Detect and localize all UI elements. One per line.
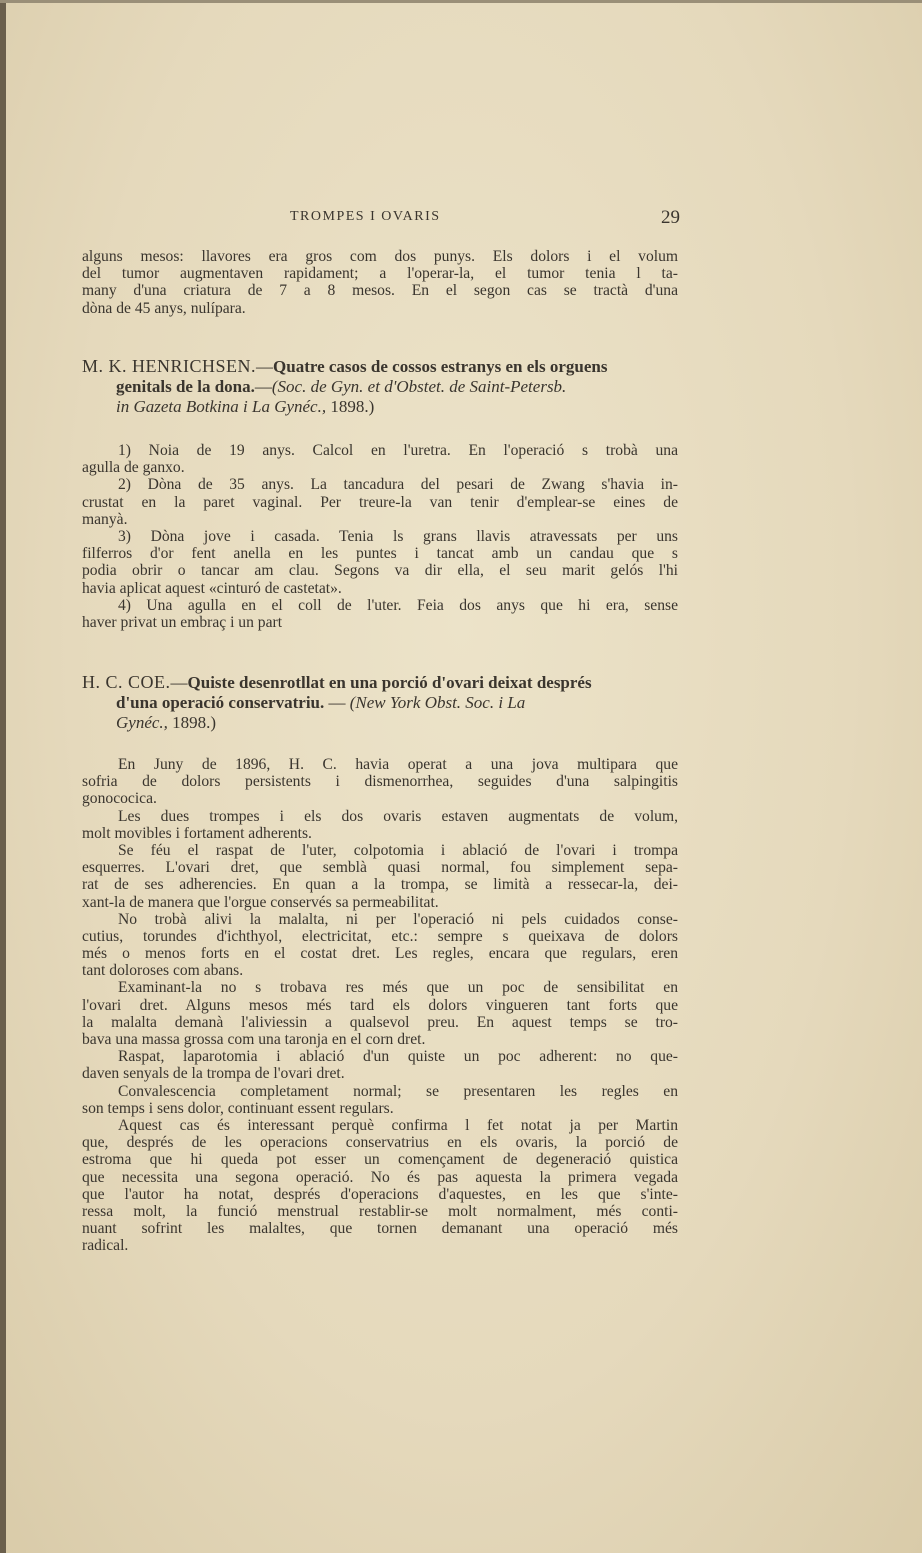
text-line: gonococica. <box>82 790 157 808</box>
article-author: H. C. COE. <box>82 672 171 692</box>
running-title: TROMPES I OVARIS <box>290 209 441 224</box>
text-line: ressa molt, la funció menstrual restablir-se molt normalment, més conti- <box>82 1202 678 1220</box>
text-line: radical. <box>82 1237 129 1255</box>
text-line: estroma que hi queda pot esser un començament de degeneració quistica <box>82 1151 678 1169</box>
text-line: la malalta demanà l'aliviessin a qualsevol preu. En aquest temps se tro- <box>82 1013 678 1031</box>
text-line: Les dues trompes i els dos ovaris estaven augmentats de volum, <box>118 807 678 825</box>
text-line: Se féu el raspat de l'uter, colpotomia i ablació de l'ovari i trompa <box>118 841 678 859</box>
article-title: Quiste desenrotllat en una porció d'ovari deixat després <box>187 673 592 692</box>
article-year: 1898.) <box>172 713 217 732</box>
text-line: son temps i sens dolor, continuant essent regulars. <box>82 1099 394 1117</box>
text-line: que l'autor ha notat, després d'operacions d'aquestes, en les que s'inte- <box>82 1185 678 1203</box>
article-heading-henrichsen: M. K. HENRICHSEN.—Quatre casos de cossos estranys en els orguens genitals de la dona.—(Soc. de Gyn. et d'Obstet. de Saint-Petersb. in Gazeta Botkina i La Gynéc., 1898.) <box>82 356 608 416</box>
text-line: tant doloroses com abans. <box>82 962 244 980</box>
article-title: Quatre casos de cossos estranys en els orguens <box>273 357 608 376</box>
text-line: l'ovari dret. Alguns mesos més tard els dolors vingueren tant forts que <box>82 996 678 1014</box>
text-line: molt movibles i fortament adherents. <box>82 824 312 842</box>
text-line: haver privat un embraç i un part <box>82 613 283 631</box>
page-number: 29 <box>661 207 680 228</box>
text-line: 3) Dòna jove i casada. Tenia ls grans llavis atravessats per uns <box>118 527 678 545</box>
text-line: filferros d'or fent anella en les puntes i tancat amb un candau que s <box>82 545 678 563</box>
text-line: alguns mesos: llavores era gros com dos punys. Els dolors i el volum <box>82 248 678 265</box>
text-line: esquerres. L'ovari dret, que semblà quasi normal, fou simplement sepa- <box>82 859 678 877</box>
article-year: 1898.) <box>330 397 375 416</box>
text-line: manyà. <box>82 510 128 528</box>
text-line: No trobà alivi la malalta, ni per l'operació ni pels cuidados conse- <box>118 910 678 928</box>
text-line: Aquest cas és interessant perquè confirma l fet notat ja per Martin <box>118 1116 678 1134</box>
article-source: (Soc. de Gyn. et d'Obstet. de Saint-Petersb. <box>271 376 567 396</box>
text-line: que necessita una segona operació. No és pas aquesta la primera vegada <box>82 1168 678 1186</box>
text-line: dòna de 45 anys, nulípara. <box>82 299 246 317</box>
text-line: del tumor augmentaven rapidament; a l'operar-la, el tumor tenia l ta- <box>82 265 678 283</box>
text-line: cutius, torundes d'ichthyol, electricitat, etc.: sempre s queixava de dolors <box>82 927 678 945</box>
page-top-edge <box>0 0 922 3</box>
text-line: crustat en la paret vaginal. Per treure-la van tenir d'emplear-se eines de <box>82 493 678 511</box>
text-line: 4) Una agulla en el coll de l'uter. Feia dos anys que hi era, sense <box>118 596 678 614</box>
text-line: Raspat, laparotomia i ablació d'un quiste un poc adherent: no que- <box>118 1048 678 1066</box>
text-line: 2) Dòna de 35 anys. La tancadura del pesari de Zwang s'havia in- <box>118 476 678 494</box>
article-source-cont: Gynéc., <box>116 713 168 732</box>
article-heading-coe: H. C. COE.—Quiste desenrotllat en una porció d'ovari deixat després d'una operació conservatriu. — (New York Obst. Soc. i La Gynéc., 1898.) <box>82 672 592 732</box>
page-header <box>80 207 680 233</box>
text-line: agulla de ganxo. <box>82 459 185 477</box>
intro-paragraph <box>82 248 678 317</box>
article-body-henrichsen <box>82 442 678 631</box>
text-line: nuant sofrint les malaltes, que tornen demanant una operació més <box>82 1220 678 1238</box>
text-line: many d'una criatura de 7 a 8 mesos. En el segon cas se tractà d'una <box>82 282 678 300</box>
text-line: que, després de les operacions conservatrius en els ovaris, la porció de <box>82 1134 678 1152</box>
article-source-cont: in Gazeta Botkina i La Gynéc., <box>116 397 327 416</box>
text-line: Examinant-la no s trobava res més que un poc de sensibilitat en <box>118 979 678 997</box>
text-line: havia aplicat aquest «cinturó de castetat». <box>82 579 342 597</box>
text-line: podia obrir o tancar am clau. Segons va dir ella, el seu marit gelós l'hi <box>82 562 678 580</box>
page-edge-shadow <box>0 0 6 1553</box>
text-line: rat de ses adherencies. En quan a la trompa, se limità a ressecar-la, dei- <box>82 876 678 894</box>
text-line: bava una massa grossa com una taronja en el corn dret. <box>82 1031 426 1048</box>
text-line: Convalescencia completament normal; se presentaren les regles en <box>118 1082 678 1100</box>
article-title-cont: genitals de la dona. <box>116 376 255 396</box>
article-author: M. K. HENRICHSEN. <box>82 356 257 376</box>
text-line: En Juny de 1896, H. C. havia operat a una jova multipara que <box>118 756 678 773</box>
article-source: (New York Obst. Soc. i La <box>349 692 526 712</box>
text-line: xant-la de manera que l'orgue conservés sa permeabilitat. <box>82 893 439 911</box>
article-title-cont: d'una operació conservatriu. <box>116 692 325 712</box>
text-line: 1) Noia de 19 anys. Calcol en l'uretra. En l'operació s trobà una <box>118 442 678 459</box>
text-line: sofria de dolors persistents i dismenorrhea, seguides d'una salpingitis <box>82 773 678 791</box>
text-line: més o menos forts en el costat dret. Les regles, encara que regulars, eren <box>82 945 678 963</box>
text-line: daven senyals de la trompa de l'ovari dret. <box>82 1065 345 1083</box>
article-body-coe <box>82 756 678 1254</box>
